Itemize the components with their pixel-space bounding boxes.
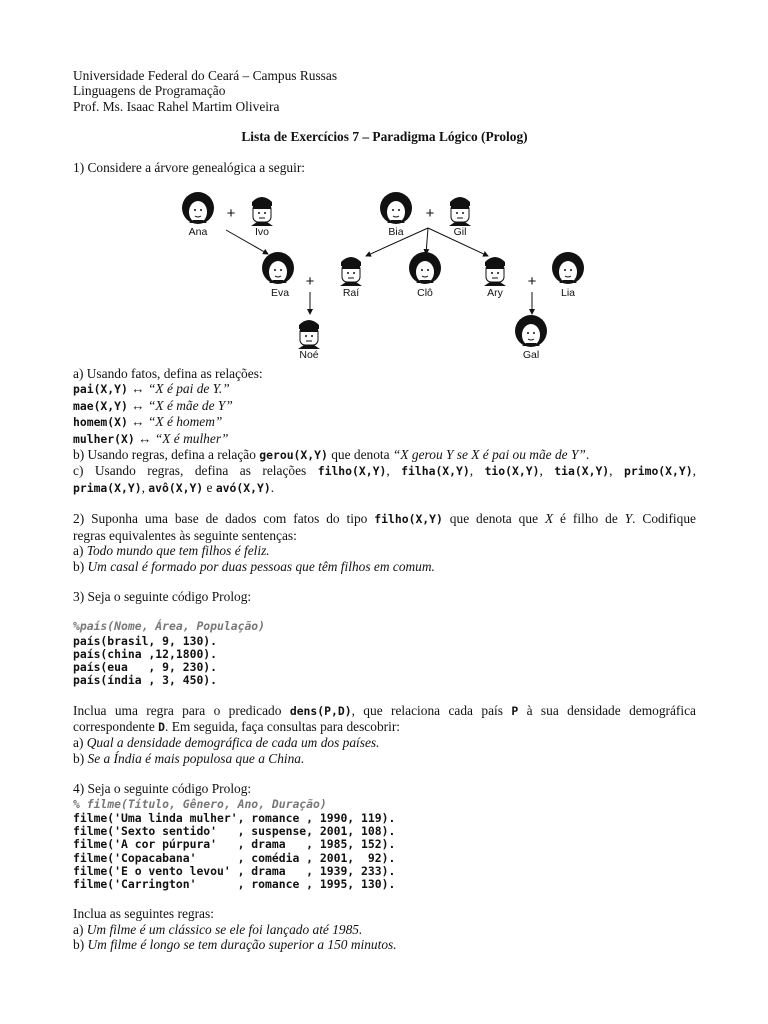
q1-a-item: pai(X,Y) ↔ “X é pai de Y.” — [73, 381, 230, 397]
bia-icon — [380, 192, 412, 224]
ana-icon — [182, 192, 214, 224]
document-title: Lista de Exercícios 7 – Paradigma Lógico (Prolog) — [241, 129, 528, 145]
name-gil: Gil — [453, 226, 467, 238]
university-line: Universidade Federal do Ceará – Campus Russas — [73, 68, 338, 83]
q3-paragraph-line1: Inclua uma regra para o predicado dens(P,D), que relaciona cada país P à sua densidade demográfica — [73, 702, 696, 718]
family-tree-diagram — [170, 188, 590, 364]
rai-icon — [340, 257, 362, 286]
ivo-icon — [251, 197, 273, 226]
name-noe: Noé — [299, 349, 319, 361]
course-line: Linguagens de Programação — [73, 83, 226, 99]
plus-ana-ivo: + — [226, 205, 236, 222]
eva-icon — [262, 252, 294, 284]
name-ana: Ana — [188, 226, 208, 238]
q3-a: a) Qual a densidade demográfica de cada um dos países. — [73, 735, 380, 751]
professor-line: Prof. Ms. Isaac Rahel Martim Oliveira — [73, 98, 280, 114]
name-bia: Bia — [388, 226, 404, 238]
q4-a: a) Um filme é um clássico se ele foi lançado até 1985. — [73, 921, 363, 937]
name-eva: Eva — [270, 287, 290, 299]
q4-b: b) Um filme é longo se tem duração superior a 150 minutos. — [73, 937, 397, 952]
q3-paragraph-line2: correspondente D. Em seguida, faça consultas para descobrir: — [73, 718, 401, 734]
q3-code-block: país(brasil, 9, 130). país(china ,12,1800). país(eua , 9, 230). país(índia , 3, 450). — [73, 633, 218, 688]
q4-code-comment: % filme(Título, Gênero, Ano, Duração) — [73, 796, 327, 811]
q1-intro: 1) Considere a árvore genealógica a seguir: — [73, 159, 306, 175]
q1-c-line1: c) Usando regras, defina as relações filho(X,Y), filha(X,Y), tio(X,Y), tia(X,Y), primo(X,Y), — [73, 463, 696, 479]
q1-a-intro: a) Usando fatos, defina as relações: — [73, 366, 263, 382]
noe-icon — [298, 320, 320, 349]
q1-a-item: homem(X) ↔ “X é homem” — [73, 414, 223, 430]
gil-icon — [449, 197, 471, 226]
q2-b: b) Um casal é formado por duas pessoas que têm filhos em comum. — [73, 558, 435, 574]
q4-intro: 4) Seja o seguinte código Prolog: — [73, 781, 252, 797]
arrow-bia-gil-to-clo — [426, 228, 428, 254]
q3-b: b) Se a Índia é mais populosa que a China. — [73, 750, 305, 766]
q1-c-line2: prima(X,Y), avô(X,Y) e avó(X,Y). — [73, 479, 275, 495]
q4-rules-intro: Inclua as seguintes regras: — [73, 906, 214, 922]
name-clo: Clô — [417, 287, 433, 299]
plus-eva-rai: + — [305, 273, 315, 290]
name-ary: Ary — [487, 287, 503, 299]
q1-a-item: mae(X,Y) ↔ “X é mãe de Y” — [73, 397, 233, 413]
lia-icon — [552, 252, 584, 284]
q2-line2: regras equivalentes às seguinte sentenças: — [73, 527, 297, 543]
name-lia: Lia — [560, 287, 576, 299]
plus-ary-lia: + — [527, 273, 537, 290]
name-gal: Gal — [522, 349, 540, 361]
plus-bia-gil: + — [425, 205, 435, 222]
q4-code-block: filme('Uma linda mulher', romance , 1990, 119). filme('Sexto sentido' , suspense, 2001, 108). filme('A cor púrpura' , drama , 1985, 152). filme('Copacabana' , comédia , 2001, 92). filme('E o vento levou' , drama , 1939, 233). filme('Carrington' , romance , 1995, 130). — [73, 810, 396, 891]
name-ivo: Ivo — [254, 226, 270, 238]
gal-icon — [515, 315, 547, 347]
ary-icon — [484, 257, 506, 286]
q3-code-comment: %país(Nome, Área, População) — [73, 619, 266, 634]
q2-a: a) Todo mundo que tem filhos é feliz. — [73, 543, 270, 559]
q3-intro: 3) Seja o seguinte código Prolog: — [73, 588, 252, 604]
q2-line1: 2) Suponha uma base de dados com fatos do tipo filho(X,Y) que denota que X é filho de Y. Codifique — [73, 511, 696, 527]
name-rai: Raí — [342, 287, 360, 299]
clo-icon — [409, 252, 441, 284]
q1-b: b) Usando regras, defina a relação gerou(X,Y) que denota “X gerou Y se X é pai ou mãe de Y”. — [73, 447, 590, 463]
q1-a-item: mulher(X) ↔ “X é mulher” — [73, 430, 229, 446]
